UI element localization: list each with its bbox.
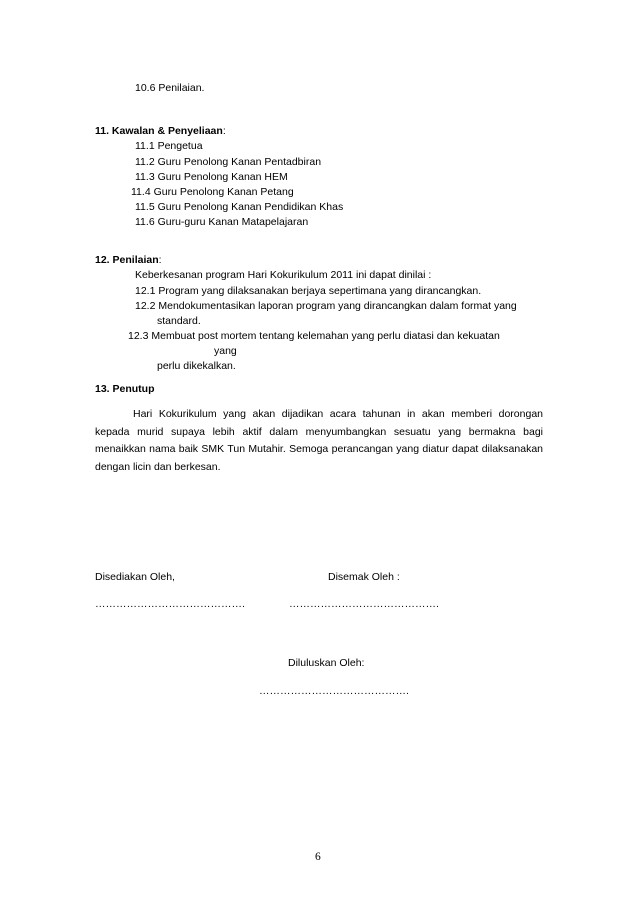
item-12-3-line1: 12.3 Membuat post mortem tentang kelemahan yang perlu diatasi dan kekuatan — [128, 330, 500, 342]
approved-by-label: Diluluskan Oleh: — [288, 657, 365, 669]
item-12-1: 12.1 Program yang dilaksanakan berjaya sepertimana yang dirancangkan. — [135, 285, 482, 297]
section-11-colon: : — [222, 125, 226, 137]
section-13-heading: 13. Penutup — [95, 383, 155, 395]
section-12-heading-row — [95, 253, 162, 267]
item-11-4: 11.4 Guru Penolong Kanan Petang — [131, 186, 294, 198]
item-11-3: 11.3 Guru Penolong Kanan HEM — [135, 171, 288, 183]
approved-by-signature-line: ……………………………………. — [259, 685, 409, 697]
checked-by-label: Disemak Oleh : — [328, 571, 400, 583]
item-11-5: 11.5 Guru Penolong Kanan Pendidikan Khas — [135, 201, 344, 213]
prepared-by-label: Disediakan Oleh, — [95, 571, 175, 583]
item-12-3-line2: yang — [214, 345, 237, 357]
item-11-1: 11.1 Pengetua — [135, 140, 203, 152]
section-12-colon: : — [158, 254, 162, 266]
item-11-2: 11.2 Guru Penolong Kanan Pentadbiran — [135, 156, 322, 168]
item-11-6: 11.6 Guru-guru Kanan Matapelajaran — [135, 216, 309, 228]
page-number: 6 — [315, 851, 321, 863]
section-12-heading: 12. Penilaian — [95, 254, 159, 266]
prepared-by-signature-line: ……………………………………. — [95, 598, 245, 610]
checked-by-signature-line: ……………………………………. — [289, 598, 439, 610]
item-12-2-line1: 12.2 Mendokumentasikan laporan program yang dirancangkan dalam format yang — [135, 300, 517, 312]
item-10-6: 10.6 Penilaian. — [135, 82, 205, 94]
closing-paragraph: Hari Kokurikulum yang akan dijadikan acara tahunan in akan memberi dorongan kepada murid supaya lebih aktif dalam menyumbangkan sesuatu yang bermakna bagi menaikkan nama baik SMK Tun Mutahir. Semoga perancangan yang diatur dapat dilaksanakan dengan licin dan berkesan. — [95, 408, 543, 473]
section-12-intro: Keberkesanan program Hari Kokurikulum 2011 ini dapat dinilai : — [135, 269, 432, 281]
section-11-heading-row — [95, 124, 226, 138]
section-11-heading: 11. Kawalan & Penyeliaan — [95, 125, 223, 137]
item-12-2-line2: standard. — [157, 315, 201, 327]
item-12-3-line3: perlu dikekalkan. — [157, 360, 236, 372]
